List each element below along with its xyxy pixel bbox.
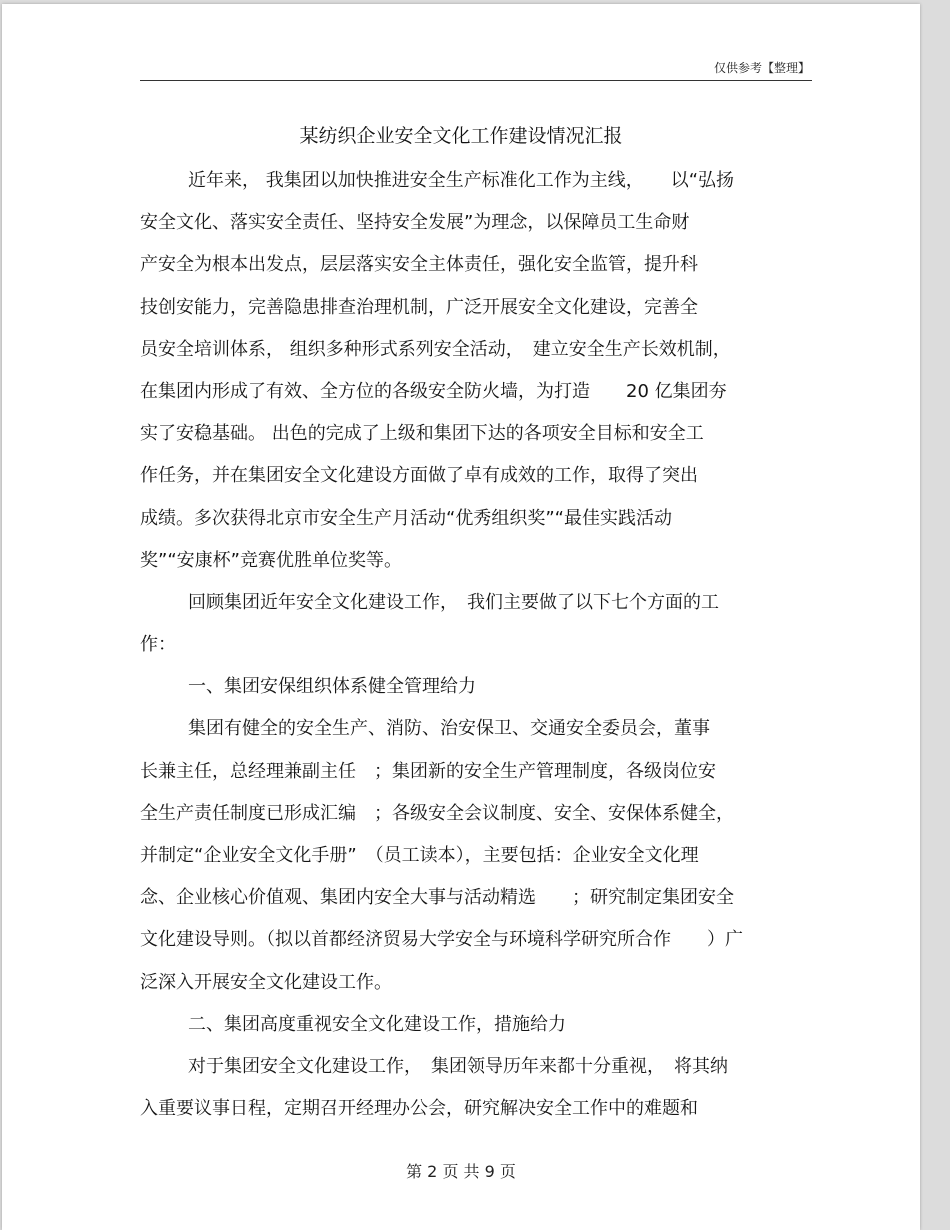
- body-line: 作任务，并在集团安全文化建设方面做了卓有成效的工作，取得了突出: [140, 465, 698, 487]
- body-line: 安全文化、落实安全责任、坚持安全发展”为理念，以保障员工生命财: [140, 212, 690, 234]
- body-line: 实了安稳基础。 出色的完成了上级和集团下达的各项安全目标和安全工: [140, 423, 704, 445]
- body-line: 念、企业核心价值观、集团内安全大事与活动精选 ；研究制定集团安全: [140, 887, 734, 909]
- body-line: 在集团内形成了有效、全方位的各级安全防火墙，为打造 20 亿集团夯: [140, 380, 727, 402]
- body-line: 员安全培训体系， 组织多种形式系列安全活动， 建立安全生产长效机制，: [140, 338, 731, 360]
- document-body: [140, 160, 812, 1130]
- body-line: 产安全为根本出发点，层层落实安全主体责任，强化安全监管，提升科: [140, 254, 698, 276]
- header-note: 仅供参考【整理】: [713, 61, 810, 75]
- document-page: [2, 4, 920, 1230]
- body-line: 技创安能力，完善隐患排查治理机制，广泛开展安全文化建设，完善全: [140, 296, 698, 318]
- body-line: 全生产责任制度已形成汇编 ；各级安全会议制度、安全、安保体系健全，: [140, 802, 734, 824]
- header-rule: [140, 80, 812, 81]
- body-line: 入重要议事日程，定期召开经理办公会，研究解决安全工作中的难题和: [140, 1098, 698, 1120]
- body-line: 长兼主任，总经理兼副主任 ；集团新的安全生产管理制度，各级岗位安: [140, 760, 716, 782]
- section-heading: 一、集团安保组织体系健全管理给力: [188, 676, 476, 698]
- body-line: 对于集团安全文化建设工作， 集团领导历年来都十分重视， 将其纳: [188, 1055, 728, 1077]
- body-line: 回顾集团近年安全文化建设工作， 我们主要做了以下七个方面的工: [188, 591, 719, 613]
- section-heading: 二、集团高度重视安全文化建设工作，措施给力: [188, 1013, 566, 1035]
- document-title: 某纺织企业安全文化工作建设情况汇报: [299, 125, 623, 147]
- body-line: 集团有健全的安全生产、消防、治安保卫、交通安全委员会，董事: [188, 718, 710, 740]
- body-line: 并制定“企业安全文化手册” （员工读本），主要包括：企业安全文化理: [140, 845, 699, 866]
- body-line: 成绩。多次获得北京市安全生产月活动“优秀组织奖”“最佳实践活动: [140, 507, 672, 529]
- body-line: 奖”“安康杯”竞赛优胜单位奖等。: [140, 549, 402, 571]
- body-line: 作：: [140, 634, 176, 656]
- body-line: 泛深入开展安全文化建设工作。: [140, 971, 392, 993]
- body-line: 文化建设导则。（拟以首都经济贸易大学安全与环境科学研究所合作 ）广: [140, 929, 743, 951]
- page-number: 第 2 页 共 9 页: [406, 1162, 516, 1181]
- body-line: 近年来， 我集团以加快推进安全生产标准化工作为主线， 以“弘扬: [188, 170, 735, 191]
